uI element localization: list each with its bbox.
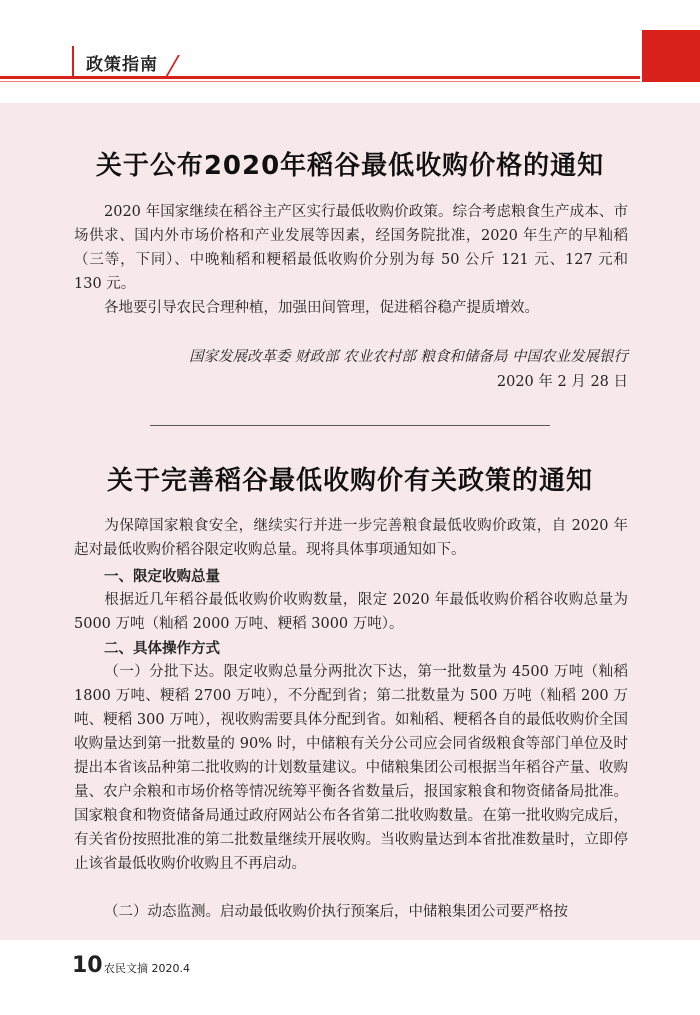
notice2-title: 关于完善稻谷最低收购价有关政策的通知 <box>106 466 593 496</box>
notice1-title: 关于公布2020年稻谷最低收购价格的通知 <box>95 151 605 181</box>
notice1-paragraph-1-text: 2020 年国家继续在稻谷主产区实行最低收购价政策。综合考虑粮食生产成本、市场供求、国内外市场价格和产业发展等因素，经国务院批准，2020 年生产的早籼稻（三等，下同）、中晚籼稻和粳稻最低收购价分别为每 50 公斤 121 元、127 元和 130 元。 <box>74 204 628 292</box>
notice2-heading-2: 二、具体操作方式 <box>104 641 220 657</box>
notice1-signatories: 国家发展改革委 财政部 农业农村部 粮食和储备局 中国农业发展银行 <box>189 349 628 365</box>
notice2-paragraph-2 <box>74 660 628 876</box>
notice2-paragraph-2-text: （一）分批下达。限定收购总量分两批次下达，第一批数量为 4500 万吨（籼稻 1800 万吨、粳稻 2700 万吨），不分配到省；第二批数量为 500 万吨（籼稻 200 万吨、粳稻 300 万吨），视收购需要具体分配到省。如籼稻、粳稻各自的最低收购价全国收购量达到第一批数量的 90% 时，中储粮有关分公司应会同省级粮食等部门单位及时提出本省该品种第二批收购的计划数量建议。中储粮集团公司根据当年稻谷产量、收购量、农户余粮和市场价格等情况统筹平衡各省数量后，报国家粮食和物资储备局批准。国家粮食和物资储备局通过政府网站公布各省第二批收购数量。在第一批收购完成后，有关省份按照批准的第二批数量继续开展收购。当收购量达到本省批准数量时，立即停止该省最低收购价收购且不再启动。 <box>74 664 628 872</box>
header-rule-thin <box>0 81 640 82</box>
notice2-heading-1: 一、限定收购总量 <box>104 569 220 585</box>
notice2-paragraph-1 <box>74 588 628 636</box>
publication-info: 农民文摘 2020.4 <box>104 962 190 975</box>
page-header <box>0 0 700 103</box>
notice1-paragraph-2 <box>74 296 628 320</box>
notice1-paragraph-2-text: 各地要引导农民合理种植，加强田间管理，促进稻谷稳产提质增效。 <box>104 300 539 316</box>
notice1-paragraph-1 <box>74 200 628 296</box>
section-label: 政策指南 <box>86 55 158 75</box>
notice2-paragraph-1-text: 根据近几年稻谷最低收购价收购数量，限定 2020 年最低收购价稻谷收购总量为 5000 万吨（籼稻 2000 万吨、粳稻 3000 万吨）。 <box>74 592 628 632</box>
notice2-paragraph-3-text: （二）动态监测。启动最低收购价执行预案后，中储粮集团公司要严格按 <box>104 904 568 920</box>
page-number: 10 <box>72 953 103 978</box>
notice2-paragraph-3 <box>74 900 628 924</box>
header-rule <box>0 76 640 79</box>
notice2-intro-text: 为保障国家粮食安全，继续实行并进一步完善粮食最低收购价政策，自 2020 年起对最低收购价稻谷限定收购总量。现将具体事项通知如下。 <box>74 518 628 558</box>
header-red-block <box>642 30 700 82</box>
notice1-date: 2020 年 2 月 28 日 <box>496 374 628 390</box>
section-divider <box>150 425 550 426</box>
notice2-intro <box>74 514 628 562</box>
